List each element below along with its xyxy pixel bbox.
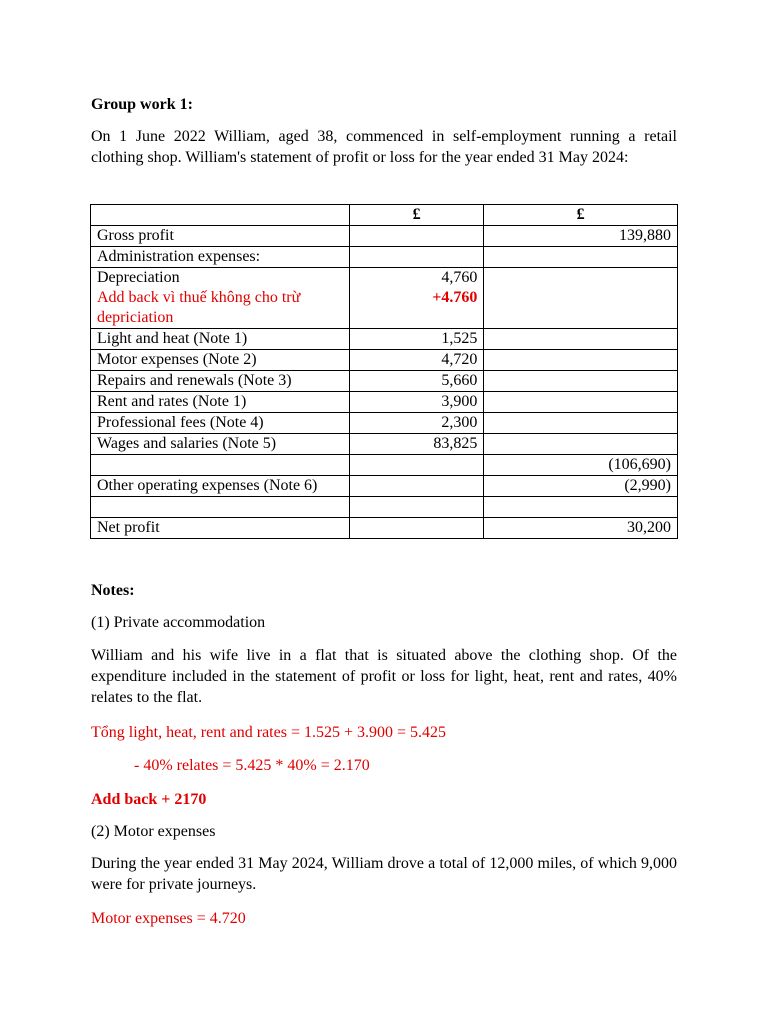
note2-text: During the year ended 31 May 2024, William drove a total of 12,000 miles, of which 9,000 were for private journeys. (91, 855, 677, 893)
document-title: Group work 1: (91, 96, 193, 113)
row-value-2: (2,990) (484, 476, 678, 497)
row-label: Net profit (91, 518, 350, 539)
table-header-row (91, 205, 678, 226)
row-value-1 (349, 497, 483, 518)
row-value-1: 3,900 (349, 392, 483, 413)
note1-addback: Add back + 2170 (91, 791, 207, 808)
row-value-2 (484, 413, 678, 434)
note1-calc-total: Tổng light, heat, rent and rates = 1.525 + 3.900 = 5.425 (91, 724, 447, 741)
row-value-2 (484, 268, 678, 329)
row-value-2 (484, 497, 678, 518)
table-row (91, 413, 678, 434)
row-label: Other operating expenses (Note 6) (91, 476, 350, 497)
table-row (91, 392, 678, 413)
row-value-1: 2,300 (349, 413, 483, 434)
table-row (91, 268, 678, 329)
row-label: Motor expenses (Note 2) (91, 350, 350, 371)
note1-text: William and his wife live in a flat that is situated above the clothing shop. Of the expenditure included in the statement of profit or loss for light, heat, rent and rates, 40% relates to the flat. (91, 647, 677, 706)
row-label: Wages and salaries (Note 5) (91, 434, 350, 455)
notes-heading: Notes: (91, 582, 135, 599)
row-label: Administration expenses: (91, 247, 350, 268)
row-value-2 (484, 350, 678, 371)
row-value-1 (349, 518, 483, 539)
table-row (91, 226, 678, 247)
row-value-1 (349, 476, 483, 497)
row-label: Repairs and renewals (Note 3) (91, 371, 350, 392)
row-value-1: 1,525 (349, 329, 483, 350)
row-value-1: 4,720 (349, 350, 483, 371)
table-row (91, 371, 678, 392)
note2-calc: Motor expenses = 4.720 (91, 910, 246, 927)
row-value-1 (349, 268, 483, 329)
note1-calc-percent: - 40% relates = 5.425 * 40% = 2.170 (134, 757, 370, 774)
row-value-text: 4,760 (441, 269, 478, 286)
table-row (91, 476, 678, 497)
row-value-2: 30,200 (484, 518, 678, 539)
table-row (91, 455, 678, 476)
table-row (91, 329, 678, 350)
row-label (91, 497, 350, 518)
header-currency-2: £ (484, 205, 678, 226)
row-value-2 (484, 329, 678, 350)
header-currency-1: £ (349, 205, 483, 226)
row-value-2 (484, 371, 678, 392)
row-value-2 (484, 247, 678, 268)
row-label: Professional fees (Note 4) (91, 413, 350, 434)
table-row (91, 247, 678, 268)
note1-title: (1) Private accommodation (91, 614, 266, 631)
row-label: Light and heat (Note 1) (91, 329, 350, 350)
row-value-1 (349, 247, 483, 268)
intro-paragraph: On 1 June 2022 William, aged 38, commenced in self-employment running a retail clothing shop. William's statement of profit or loss for the year ended 31 May 2024: (91, 128, 677, 166)
row-value-1 (349, 226, 483, 247)
row-label (91, 455, 350, 476)
row-label (91, 268, 350, 329)
row-value-1: 5,660 (349, 371, 483, 392)
row-value-2: (106,690) (484, 455, 678, 476)
row-value-1 (349, 455, 483, 476)
header-description (91, 205, 350, 226)
row-label: Gross profit (91, 226, 350, 247)
row-value-2 (484, 434, 678, 455)
note2-title: (2) Motor expenses (91, 823, 216, 840)
table-row (91, 518, 678, 539)
row-value-2: 139,880 (484, 226, 678, 247)
table-row (91, 350, 678, 371)
row-annotation-text: Add back vì thuế không cho trừ depriciation (97, 289, 301, 326)
row-value-2 (484, 392, 678, 413)
table-row (91, 434, 678, 455)
table-row (91, 497, 678, 518)
row-label-text: Depreciation (97, 269, 180, 286)
row-value-1: 83,825 (349, 434, 483, 455)
row-annotation-value: +4.760 (432, 289, 478, 306)
row-label: Rent and rates (Note 1) (91, 392, 350, 413)
profit-loss-statement-table (90, 204, 678, 539)
